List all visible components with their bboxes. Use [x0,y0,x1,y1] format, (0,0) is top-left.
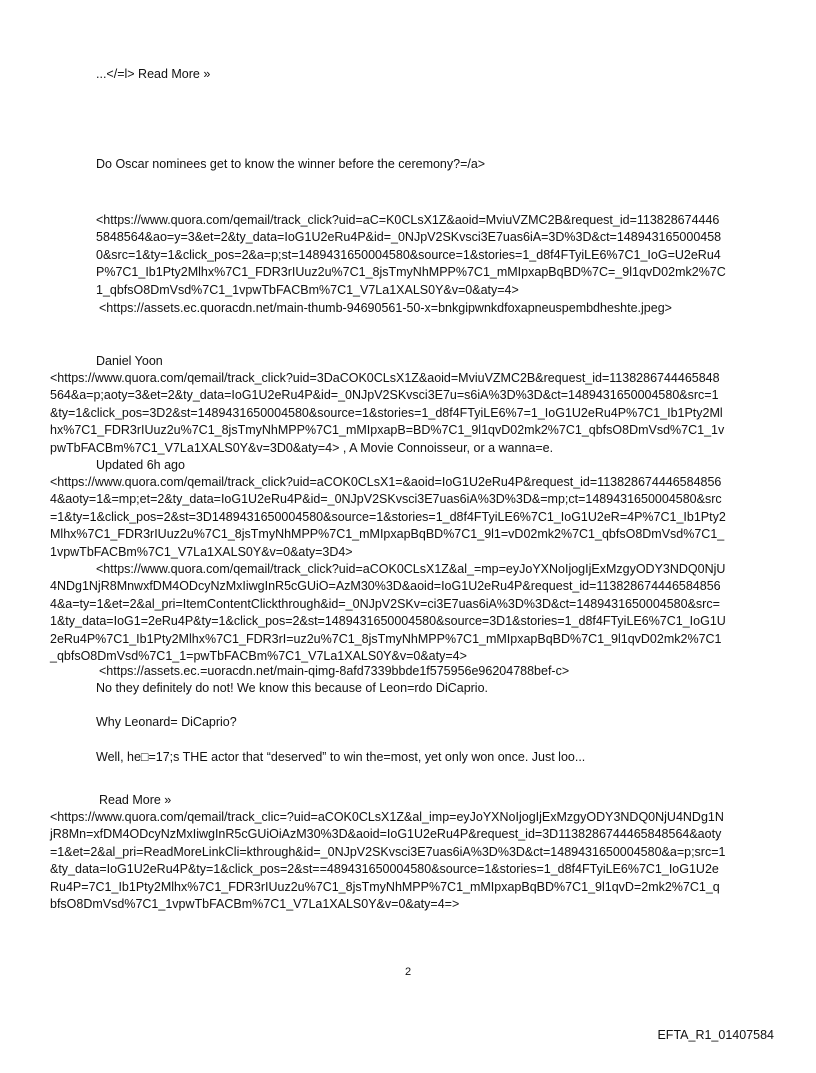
read-more-link: <https://www.quora.com/qemail/track_clic=?uid=aCOK0CLsX1Z&al_imp=eyJoYXNoIjogIjExMzgyODY3NDQ0NjU4NDg1NjR8Mn=xfDM4ODcyNzMxIiwgInR5cGUiOiAzM30%3D&aoid=IoG1U2eRu4P&request_id=3D1138286744465848564&aoty=1&et=2&al_pri=ReadMoreLinkCli=kthrough&id=_0NJpV2SKvsci3E7uas6iA%3D%3D&ct=1489431650004580&a=p;src=1&ty_data=IoG1U2eRu4P&ty=1&click_pos=2&st==489431650004580&source=1&stories=1_d8f4FTyiLE6%7C1_IoG1U2eRu4P=7C1_Ib1Pty2Mlhx%7C1_FDR3rIUuz2u%7C1_8jsTmyNhMPP%7C1_mMIpxapBqBD%7C1_9l1qvD=2mk2%7C1_qbfsO8DmVsd%7C1_1vpwTbFACBm%7C1_V7La1XALS0Y&v=0&aty=4=> [50,810,726,912]
updated-time: Updated 6h ago [96,458,185,472]
answer-line-1: No they definitely do not! We know this because of Leon=rdo DiCaprio. [96,681,489,695]
track-link-1: <https://www.quora.com/qemail/track_click?uid=aC=K0CLsX1Z&aoid=MviuVZMC2B&request_id=1138286744465848564&ao=y=3&et=2&ty_data=IoG1U2eRu4P&id=_0NJpV2SKvsci3E7uas6iA=3D%3D&ct=1489431650004580&src=1&ty=1&click_pos=2&a=p;st=1489431650004580&source=1&stories=1_d8f4FTyiLE6%7C1_IoG=U2eRu4P%7C1_Ib1Pty2Mlhx%7C1_FDR3rIUuz2u%7C1_8jsTmyNhMPP%7C1_mMIpxapBqBD%7C=_9l1qvD02mk2%7C1_qbfsO8DmVsd%7C1_1vpwTbFACBm%7C1_V7La1XALS0Y&v=0&aty=4> [96,213,726,297]
answer-line-3: Well, he□=17;s THE actor that “deserved” to win the=most, yet only won once. Just loo... [96,750,586,764]
question-title: Do Oscar nominees get to know the winner before the ceremony?=/a> [96,157,486,171]
thumb-link: <https://assets.ec.quoracdn.net/main-thumb-94690561-50-x=bnkgipwnkdfoxapneuspembdheshte.jpeg> [99,301,672,315]
author-link: <https://www.quora.com/qemail/track_click?uid=3DaCOK0CLsX1Z&aoid=MviuVZMC2B&request_id=1138286744465848564&a=p;aoty=3&et=2&ty_data=IoG1U2eRu4P&id=_0NJpV2SKvsci3E7u=s6iA%3D%3D&ct=1489431650004580&src=1&ty=1&click_pos=3D2&st=1489431650004580&source=1&stories=1_d8f4FTyiLE6%7=1_IoG1U2eRu4P%7C1_Ib1Pty2Mlhx%7C1_FDR3rIUuz2u%7C1_8jsTmyNhMPP%7C1_mMIpxapB=BD%7C1_9l1qvD02mk2%7C1_qbfsO8DmVsd%7C1_1vpwTbFACBm%7C1_V7La1XALS0Y&v=3D0&aty=4> , A Movie Connoisseur, or a wanna=e. [50,371,725,455]
author-name: Daniel Yoon [96,354,163,368]
read-more-top: ...</=l> Read More » [96,67,211,81]
read-more-bottom: Read More » [99,793,172,807]
bates-id: EFTA_R1_01407584 [657,1028,774,1042]
qimg-link: <https://assets.ec.=uoracdn.net/main-qimg-8afd7339bbde1f575956e96204788bef-c> [99,664,570,678]
content-link: <https://www.quora.com/qemail/track_click?uid=aCOK0CLsX1Z&al_=mp=eyJoYXNoIjogIjExMzgyODY3NDQ0NjU4NDg1NjR8MnwxfDM4ODcyNzMxIiwgInR5cGUiO=AzM30%3D&aoid=IoG1U2eRu4P&request_id=1138286744465848564&a=ty=1&et=2&al_pri=ItemContentClickthrough&id=_0NJpV2SKv=ci3E7uas6iA%3D%3D&ct=1489431650004580&src=1&ty_data=IoG1=2eRu4P&ty=1&click_pos=2&st=1489431650004580&source=3D1&stories=1_d8f4FTyiLE6%7C1_IoG1U2eRu4P%7C1_Ib1Pty2Mlhx%7C1_FDR3rI=uz2u%7C1_8jsTmyNhMPP%7C1_mMIpxapBqBD%7C1_9l1qvD02mk2%7C1_qbfsO8DmVsd%7C1_1=pwTbFACBm%7C1_V7La1XALS0Y&v=0&aty=4> [50,562,726,664]
answer-line-2: Why Leonard= DiCaprio? [96,715,237,729]
updated-link: <https://www.quora.com/qemail/track_click?uid=aCOK0CLsX1=&aoid=IoG1U2eRu4P&request_id=1138286744465848564&aoty=1&=mp;et=2&ty_data=IoG1U2eRu4P&id=_0NJpV2SKvsci3E7uas6iA%3D%3D&=mp;ct=1489431650004580&src=1&ty=1&click_pos=2&st=3D1489431650004580&source=1&stories=1_d8f4FTyiLE6%7C1_IoG1U2eR=4P%7C1_Ib1Pty2Mlhx%7C1_FDR3rIUuz2u%7C1_8jsTmyNhMPP%7C1_mMIpxapBqBD%7C1_9l1=vD02mk2%7C1_qbfsO8DmVsd%7C1_1vpwTbFACBm%7C1_V7La1XALS0Y&v=0&aty=3D4> [50,475,726,559]
page-number: 2 [404,966,412,978]
